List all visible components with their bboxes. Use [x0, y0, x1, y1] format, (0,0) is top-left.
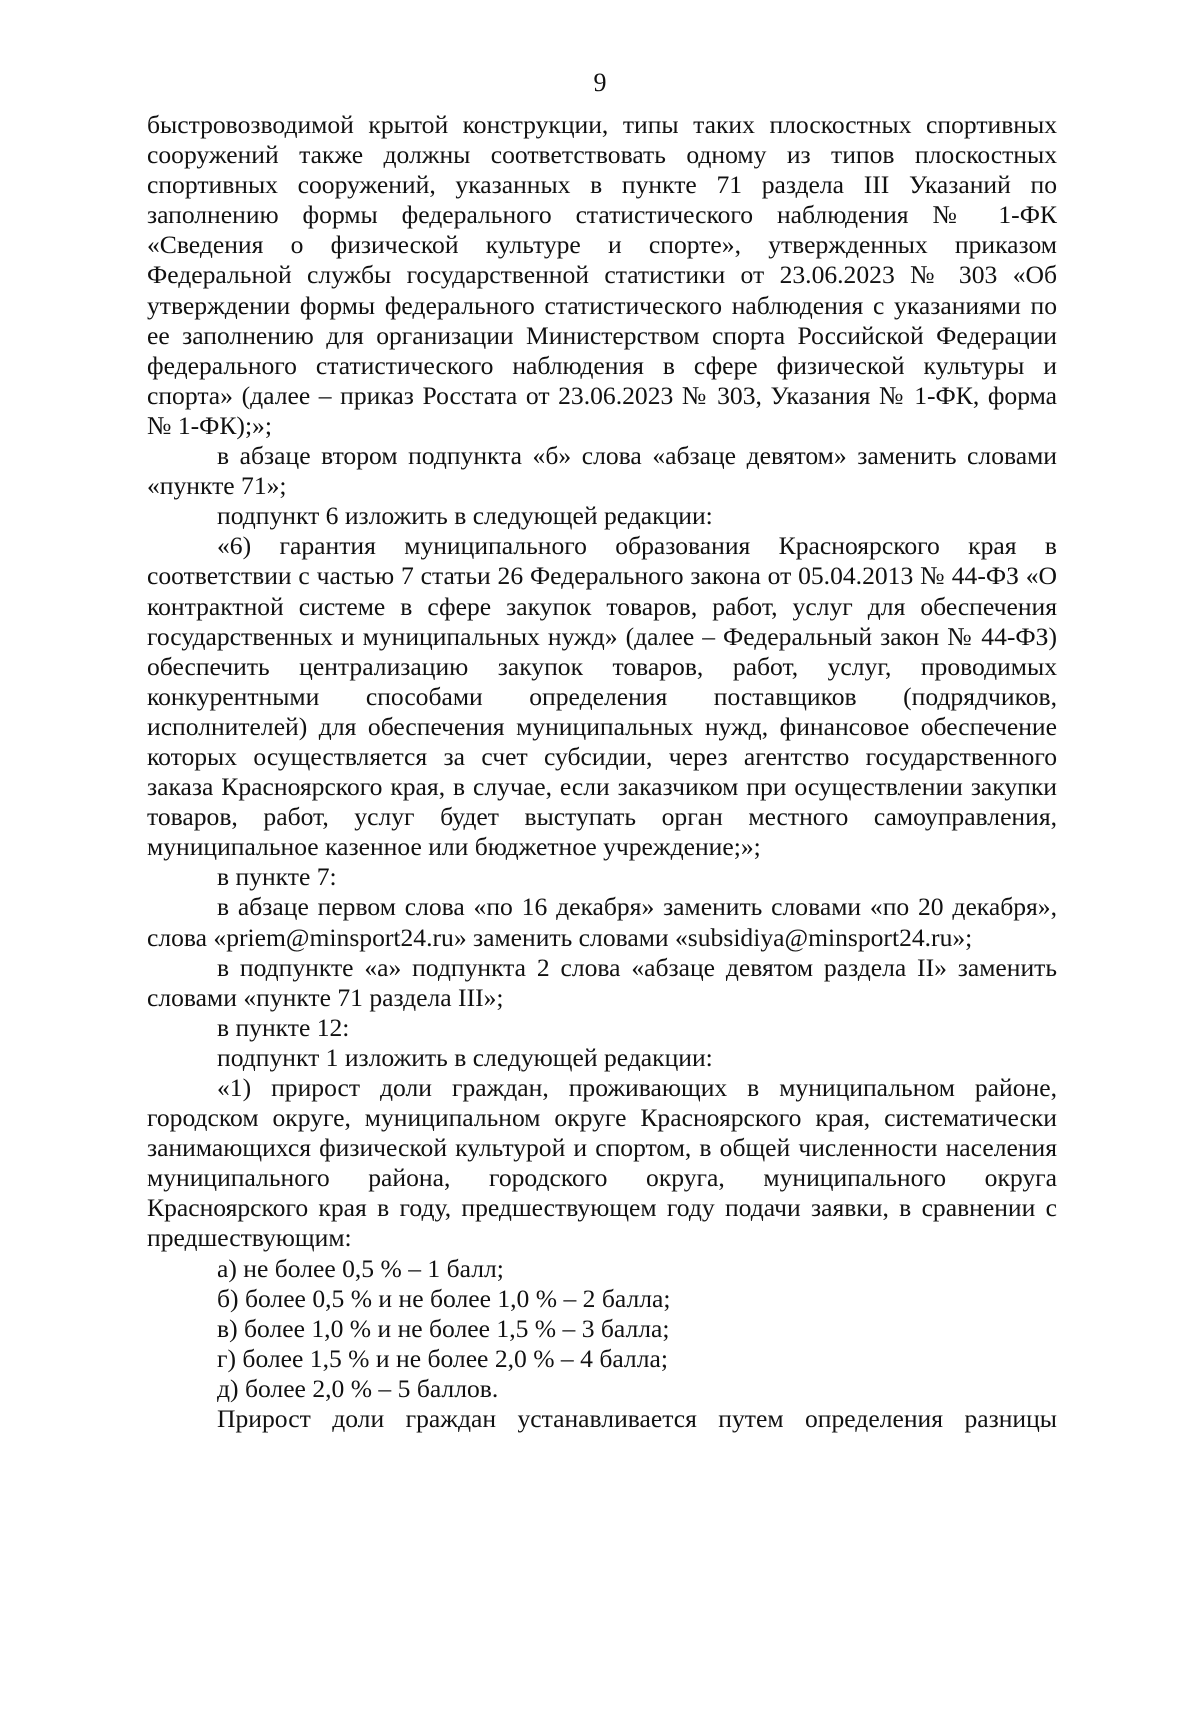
page-number: 9	[593, 68, 607, 97]
list-item: г) более 1,5 % и не более 2,0 % – 4 балла;	[217, 1343, 668, 1373]
document-body	[147, 110, 1057, 1434]
paragraph: подпункт 1 изложить в следующей редакции:	[217, 1042, 713, 1072]
paragraph: быстровозводимой крытой конструкции, типы таких плоскостных спортивных сооружений также должны соответствовать одному из типов плоскостных спортивных сооружений, указанных в пункте 71 раздела III Указаний по заполнению формы федерального статистического наблюдения № 1-ФК «Сведения о физической культуре и спорте», утвержденных приказом Федеральной службы государственной статистики от 23.06.2023 № 303 «Об утверждении формы федерального статистического наблюдения с указаниями по ее заполнению для организации Министерством спорта Российской Федерации федерального статистического наблюдения в сфере физической культуры и спорта» (далее – приказ Росстата от 23.06.2023 № 303, Указания № 1-ФК, форма № 1-ФК);»;	[147, 110, 1057, 440]
list-item: а) не более 0,5 % – 1 балл;	[217, 1253, 504, 1283]
list-item: б) более 0,5 % и не более 1,0 % – 2 балла;	[217, 1283, 671, 1313]
paragraph: в абзаце первом слова «по 16 декабря» заменить словами «по 20 декабря», слова «priem@minsport24.ru» заменить словами «subsidiya@minsport24.ru»;	[147, 892, 1057, 952]
paragraph: в абзаце втором подпункта «б» слова «абзаце девятом» заменить словами «пункте 71»;	[147, 441, 1057, 501]
list-item: в) более 1,0 % и не более 1,5 % – 3 балла;	[217, 1313, 670, 1343]
list-item: д) более 2,0 % – 5 баллов.	[217, 1373, 499, 1403]
paragraph: «6) гарантия муниципального образования Красноярского края в соответствии с частью 7 статьи 26 Федерального закона от 05.04.2013 № 44-ФЗ «О контрактной системе в сфере закупок товаров, работ, услуг для обеспечения государственных и муниципальных нужд» (далее – Федеральный закон № 44-ФЗ) обеспечить централизацию закупок товаров, работ, услуг, проводимых конкурентными способами определения поставщиков (подрядчиков, исполнителей) для обеспечения муниципальных нужд, финансовое обеспечение которых осуществляется за счет субсидии, через агентство государственного заказа Красноярского края, в случае, если заказчиком при осуществлении закупки товаров, работ, услуг будет выступать орган местного самоуправления, муниципальное казенное или бюджетное учреждение;»;	[147, 531, 1057, 862]
paragraph: Прирост доли граждан устанавливается путем определения разницы	[217, 1404, 1057, 1434]
paragraph: в пункте 7:	[217, 862, 337, 892]
paragraph: в пункте 12:	[217, 1012, 350, 1042]
paragraph: «1) прирост доли граждан, проживающих в муниципальном районе, городском округе, муниципальном округе Красноярского края, систематически занимающихся физической культурой и спортом, в общей численности населения муниципального района, городского округа, муниципального округа Красноярского края в году, предшествующем году подачи заявки, в сравнении с предшествующим:	[147, 1073, 1057, 1253]
paragraph: подпункт 6 изложить в следующей редакции:	[217, 501, 713, 531]
paragraph: в подпункте «а» подпункта 2 слова «абзаце девятом раздела II» заменить словами «пункте 71 раздела III»;	[147, 952, 1057, 1012]
